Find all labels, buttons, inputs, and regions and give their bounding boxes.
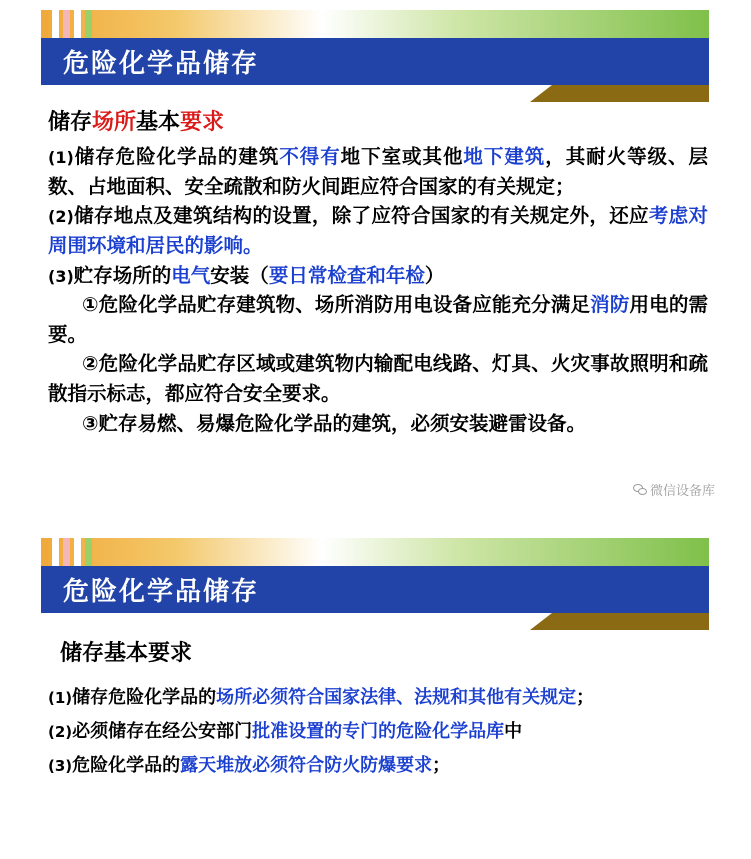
text-run: 电气	[171, 263, 211, 287]
text-run: 贮存场所的	[73, 263, 172, 287]
text-run: (2)	[48, 723, 73, 742]
text-run: ②危险化学品贮存区域或建筑物内输配电线路、灯具、火灾事故照明和疏散指示标志，都应符合安全要求。	[48, 352, 708, 405]
text-run: ③贮存易燃、易爆危险化学品的建筑，必须安装避雷设备。	[82, 411, 587, 435]
slide-2-paragraphs	[48, 681, 708, 784]
text-run: 安装（	[210, 263, 269, 287]
accent-bar-white-2	[74, 538, 81, 566]
text-run: 储存	[48, 110, 93, 135]
accent-bar-white-1	[52, 10, 59, 38]
text-run: ；	[432, 755, 451, 777]
text-run: ）	[424, 263, 445, 287]
slide-2-title-gradient-strip	[41, 538, 709, 566]
text-run: 场所	[92, 110, 137, 135]
text-run: 储存危险化学品的建筑	[73, 145, 280, 168]
text-run: 危险化学品的	[72, 755, 181, 777]
slide-1-paragraphs	[48, 142, 708, 438]
accent-bar-white-2	[74, 10, 81, 38]
text-run: 要日常检查和年检	[268, 263, 425, 287]
slide-1-body	[48, 105, 708, 438]
paragraph	[48, 142, 708, 201]
text-run: 露天堆放必须符合防火防爆要求	[180, 755, 433, 777]
text-run: 批准设置的专门的危险化学品库	[252, 721, 505, 743]
text-run: 中	[504, 721, 523, 743]
text-run: 不得有	[279, 145, 341, 168]
slide-1-title-wedge	[530, 85, 709, 102]
paragraph	[48, 749, 708, 783]
paragraph	[48, 261, 708, 291]
text-run: 地下室或其他	[340, 145, 464, 168]
text-run: 储存基本要求	[60, 641, 193, 666]
accent-bar-green	[85, 538, 92, 566]
paragraph	[48, 290, 708, 349]
text-run: 场所必须符合国家法律、法规和其他有关规定	[216, 687, 577, 708]
slide-2-heading	[48, 636, 708, 667]
watermark-text: 微信设备库	[649, 484, 715, 499]
text-run: ；	[576, 687, 595, 708]
accent-bar-pink	[63, 10, 70, 38]
text-run: (2)	[48, 207, 74, 227]
text-run: (1)	[48, 148, 74, 167]
text-run: 储存危险化学品的	[72, 687, 217, 708]
slide-1-title-gradient-strip	[41, 10, 709, 38]
accent-bar-green	[85, 10, 92, 38]
text-run: 地下建筑	[463, 145, 546, 168]
text-run: 要求	[180, 110, 225, 135]
paragraph	[48, 349, 708, 408]
paragraph	[48, 201, 708, 260]
slide-2	[0, 528, 751, 859]
slide-2-accent-bars	[41, 538, 92, 566]
text-run: ①危险化学品贮存建筑物、场所消防用电设备应能充分满足	[82, 293, 591, 317]
paragraph	[48, 681, 708, 715]
slide-1-watermark	[633, 480, 715, 499]
text-run: 储存地点及建筑结构的设置，除了应符合国家的有关规定外，还应	[73, 204, 649, 228]
slide-1-accent-bars	[41, 10, 92, 38]
slide-2-title: 危险化学品储存	[63, 577, 260, 607]
wechat-icon	[633, 484, 647, 496]
text-run: ，其耐火等级、层数、占地面积、安全疏散和防火间距应符合国家的有关规定；	[48, 145, 708, 198]
accent-bar-orange	[41, 538, 48, 566]
text-run: 用电的需要。	[48, 293, 708, 346]
slide-1-heading	[48, 105, 708, 136]
text-run: 消防	[590, 293, 630, 317]
text-run: (1)	[48, 689, 73, 707]
accent-bar-pink	[63, 538, 70, 566]
slide-2-title-bar	[41, 566, 709, 613]
text-run: 基本	[136, 110, 181, 135]
accent-bar-white-1	[52, 538, 59, 566]
slide-2-body	[48, 636, 708, 784]
text-run: 必须储存在经公安部门	[72, 721, 253, 743]
paragraph	[48, 715, 708, 749]
text-run: (3)	[48, 757, 73, 776]
slide-2-title-wedge	[530, 613, 709, 630]
slide-1-title-bar	[41, 38, 709, 85]
slide-1-title: 危险化学品储存	[63, 49, 260, 79]
paragraph	[48, 409, 708, 439]
text-run: (3)	[48, 266, 74, 286]
text-run: 考虑对周围环境和居民的影响。	[48, 204, 708, 257]
accent-bar-orange	[41, 10, 48, 38]
